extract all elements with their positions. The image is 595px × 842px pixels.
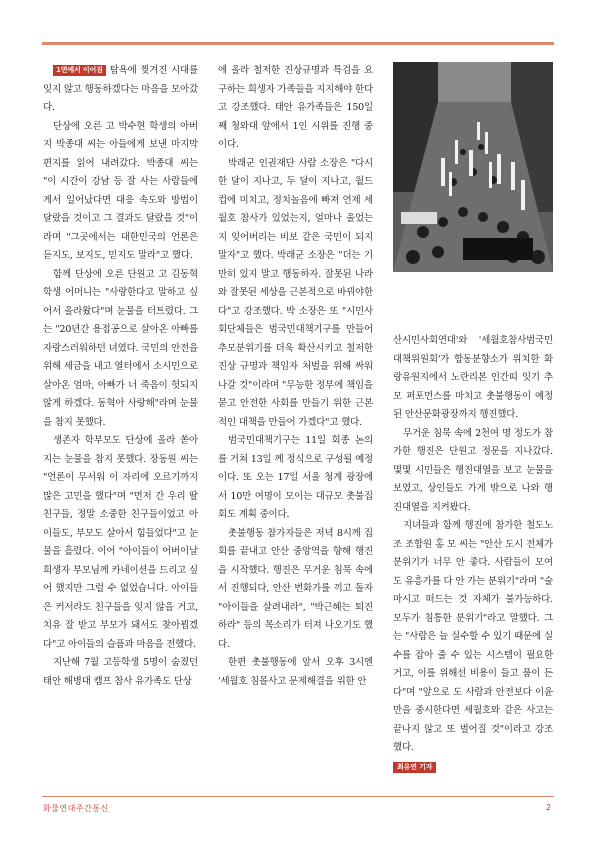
article-paragraph: 지난해 7월 고등학생 5명이 숨졌던 태안 해병대 캠프 참사 유가족도 단상 — [43, 657, 198, 687]
article-paragraph: 에 올라 철저한 진상규명과 특검을 요구하는 희생자 가족들을 지지해야 한다고 강조했다. 태안 유가족들은 150일째 청와대 앞에서 1인 시위를 진행 중이다. — [218, 65, 373, 150]
article-column-1 — [43, 62, 198, 691]
article-paragraph: 단상에 오른 고 박수현 학생의 아버지 박종대 씨는 아들에게 보낸 마지막 편지를 읽어 내려갔다. 박종대 씨는 "이 시간이 강남 등 잘 사는 사람들에게서 일어났다면 대응 속도와 방법이 달랐을 것이고 그 결과도 달랐을 것"이라며 "그곳에서는 대한민국의 언론은 듣지도, 보지도, 믿지도 말라"고 했다. — [43, 120, 198, 261]
footer-rule — [42, 796, 554, 797]
article-paragraph: 생존자 학부모도 단상에 올라 쏟아지는 눈물을 참지 못했다. 장동원 씨는 "언론이 무서워 이 자리에 오르기까지 많은 고민을 했다"며 "먼저 간 우리 딸 친구들, 정말 소중한 친구들이었고 아이들도, 부모도 살아서 힘들었다"고 눈물을 흘렸다. 이어 "아이들이 어버이날 희생자 부모님께 카네이션을 드리고 싶어 했지만 그럴 수 없었습니다. 아이들은 커서라도 친구들을 잊지 않을 거고, 치유 잘 받고 부모가 돼서도 찾아뵙겠다"고 아이들의 슬픔과 마음을 전했다. — [43, 435, 198, 650]
article-paragraph: 함께 단상에 오른 단원고 고 김동혁 학생 어머니는 "사랑한다고 말하고 싶어서 올라왔다"며 눈물을 터트렸다. 그는 "20년간 용접공으로 살아온 아빠를 자랑스러워하던 녀였다. 국민의 안전을 위해 세금을 내고 열터에서 소시민으로 살아온 엄마, 아빠가 너 죽음이 헛되지 않게 하겠다. 동혁아 사랑해"라며 눈물을 참지 못했다. — [43, 268, 198, 428]
article-paragraph: 촛불행동 참가자들은 저녁 8시께 집회를 끝내고 안산 중앙역을 향해 행진을 시작했다. 행진은 무거운 침묵 속에서 진행되다, 안산 번화가를 끼고 돌자 "아이들을 살려내라", "박근혜는 퇴진하라" 등의 목소리가 터져 나오기도 했다. — [218, 527, 373, 650]
article-column-2 — [218, 62, 373, 691]
continued-from-page-1-tag: 1면에서 이어짐 — [53, 65, 106, 76]
article-paragraph: 범국민대책기구는 11일 회종 논의를 거쳐 13일 께 정식으로 구성될 예정이다. 또 오는 17일 서울 청계 광장에서 10만 여명이 모이는 대규모 촛불집회도 계획 중이다. — [218, 435, 373, 520]
article-paragraph: 한편 촛불행동에 앞서 오후 3시엔 '세월호 침몰사고 문제해결을 위한 안 — [218, 657, 373, 687]
article-paragraph: 1면에서 이어짐 탐욕에 찢겨진 시대를 잊지 않고 행동하겠다는 마음을 모아갔다. — [43, 65, 198, 113]
byline-badge: 최유연 기자 — [393, 762, 436, 773]
article-paragraph: 산시민사회연대'와 '세월호참사범국민대책위원회'가 합동분향소가 위치한 화랑유원지에서 노란리본 인간띠 잇기 추모 퍼포먼스를 마치고 촛불행동이 예정된 안산문화광장까지 행진했다. — [393, 335, 553, 420]
article-paragraph: 지녀들과 함께 행진에 참가한 철도노조 조합원 홍 모 씨는 "안산 도시 전체가 분위기가 너무 안 좋다. 사람들이 모여도 유흥가를 다 안 가는 분위기"라며 "술 마시고 떠드는 것 자체가 불가능하다. 모두가 침통한 분위기"라고 말했다. 그는 "사람은 늘 실수할 수 있기 때문에 실수를 잡아 줄 수 있는 시스템이 필요한 거고, 이를 위해선 비용이 들고 품이 든다"며 "앞으로 도 사람과 안전보다 이윤만을 중시한다면 세월호와 같은 사고는 끝나지 않고 또 벌어질 것"이라고 강조했다. — [393, 520, 553, 753]
publication-name: 화물연대주간통신 — [43, 804, 109, 813]
article-column-3 — [393, 332, 553, 776]
article-paragraph: 박래군 인권재단 사람 소장은 "다시 한 달이 지나고, 두 달이 지나고, 월드컵에 미치고, 정치놀음에 빠져 언제 세월호 참사가 있었는지, 얼마나 울었는지 잊어버리는 비보 같은 국민이 되지 말자"고 했다. 박래군 소장은 "더는 기만히 있지 말고 행동하자. 잘못된 나라와 잘못된 세상을 근본적으로 바꿔야한다"고 강조했다. 박 소장은 또 "시민사회단체들은 범국민대책기구를 만들어 추모분위기를 더욱 확산시키고 철저한 진상 규명과 책임자 처벌을 위해 싸워나갈 것"이라며 "무능한 정부에 책임을 묻고 안전한 사회를 만들기 위한 근본적인 대책을 만들어 가겠다"고 했다. — [218, 157, 373, 428]
march-photo — [393, 62, 553, 272]
article-paragraph: 무거운 침묵 속에 2천여 명 정도가 참가한 행진은 단원고 정문을 지나갔다. 몇몇 시민들은 행진대열을 보고 눈물을 보였고, 상인들도 가게 밖으로 나와 행진대열을 지켜봤다. — [393, 427, 553, 513]
page-number: 2 — [546, 803, 552, 812]
header-rule — [42, 42, 554, 45]
